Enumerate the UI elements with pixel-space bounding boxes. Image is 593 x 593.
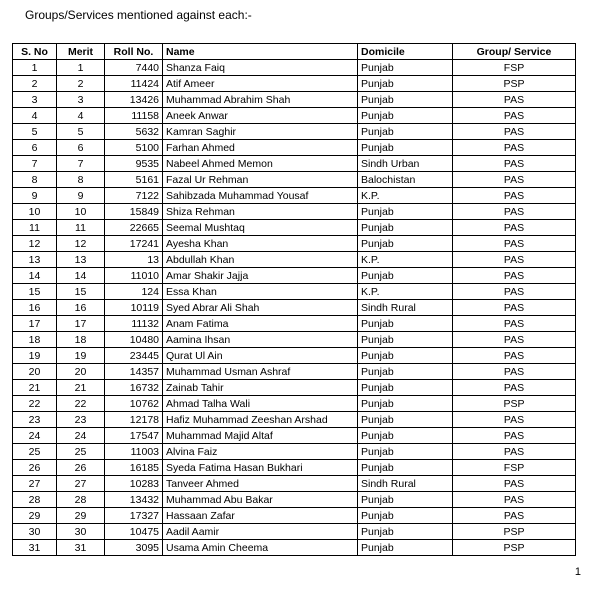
cell-merit: 25	[57, 444, 105, 460]
table-row	[13, 428, 576, 444]
cell-roll-no: 11003	[105, 444, 163, 460]
cell-roll-no: 11158	[105, 108, 163, 124]
page-number: 1	[574, 566, 581, 578]
cell-roll-no: 10762	[105, 396, 163, 412]
cell-domicile: Punjab	[358, 220, 453, 236]
cell-name: Usama Amin Cheema	[163, 540, 358, 556]
cell-domicile: Punjab	[358, 492, 453, 508]
cell-roll-no: 5100	[105, 140, 163, 156]
table-row	[13, 92, 576, 108]
cell-merit: 17	[57, 316, 105, 332]
cell-domicile: Punjab	[358, 444, 453, 460]
cell-s-no: 24	[13, 428, 57, 444]
table-row	[13, 540, 576, 556]
cell-roll-no: 11010	[105, 268, 163, 284]
cell-s-no: 10	[13, 204, 57, 220]
cell-group-service: PAS	[453, 92, 576, 108]
cell-merit: 18	[57, 332, 105, 348]
cell-roll-no: 11132	[105, 316, 163, 332]
cell-roll-no: 11424	[105, 76, 163, 92]
cell-roll-no: 16185	[105, 460, 163, 476]
cell-group-service: PAS	[453, 188, 576, 204]
cell-merit: 29	[57, 508, 105, 524]
cell-group-service: PAS	[453, 428, 576, 444]
cell-domicile: Sindh Rural	[358, 300, 453, 316]
cell-domicile: Punjab	[358, 540, 453, 556]
cell-domicile: Punjab	[358, 364, 453, 380]
cell-roll-no: 10480	[105, 332, 163, 348]
cell-roll-no: 10283	[105, 476, 163, 492]
cell-merit: 28	[57, 492, 105, 508]
cell-name: Ayesha Khan	[163, 236, 358, 252]
cell-group-service: PAS	[453, 172, 576, 188]
table-row	[13, 460, 576, 476]
cell-domicile: Punjab	[358, 412, 453, 428]
cell-s-no: 14	[13, 268, 57, 284]
cell-s-no: 17	[13, 316, 57, 332]
cell-group-service: PSP	[453, 396, 576, 412]
cell-s-no: 22	[13, 396, 57, 412]
cell-name: Farhan Ahmed	[163, 140, 358, 156]
header-roll-no: Roll No.	[105, 44, 163, 60]
cell-name: Ahmad Talha Wali	[163, 396, 358, 412]
cell-name: Zainab Tahir	[163, 380, 358, 396]
cell-name: Muhammad Abrahim Shah	[163, 92, 358, 108]
cell-s-no: 15	[13, 284, 57, 300]
cell-roll-no: 13426	[105, 92, 163, 108]
cell-merit: 27	[57, 476, 105, 492]
table-row	[13, 156, 576, 172]
cell-merit: 11	[57, 220, 105, 236]
cell-name: Aneek Anwar	[163, 108, 358, 124]
cell-domicile: Punjab	[358, 76, 453, 92]
cell-merit: 21	[57, 380, 105, 396]
table-row	[13, 300, 576, 316]
cell-name: Syed Abrar Ali Shah	[163, 300, 358, 316]
table-row	[13, 444, 576, 460]
cell-group-service: PAS	[453, 492, 576, 508]
table-row	[13, 268, 576, 284]
cell-domicile: Punjab	[358, 92, 453, 108]
table-row	[13, 476, 576, 492]
cell-name: Shanza Faiq	[163, 60, 358, 76]
cell-s-no: 3	[13, 92, 57, 108]
cell-domicile: Punjab	[358, 124, 453, 140]
table-row	[13, 60, 576, 76]
cell-merit: 5	[57, 124, 105, 140]
cell-group-service: PAS	[453, 380, 576, 396]
cell-name: Kamran Saghir	[163, 124, 358, 140]
cell-merit: 19	[57, 348, 105, 364]
cell-name: Anam Fatima	[163, 316, 358, 332]
table-row	[13, 108, 576, 124]
cell-roll-no: 7440	[105, 60, 163, 76]
cell-s-no: 21	[13, 380, 57, 396]
cell-group-service: PAS	[453, 284, 576, 300]
cell-s-no: 29	[13, 508, 57, 524]
cell-roll-no: 14357	[105, 364, 163, 380]
cell-roll-no: 12178	[105, 412, 163, 428]
cell-group-service: PAS	[453, 204, 576, 220]
cell-roll-no: 13	[105, 252, 163, 268]
cell-domicile: K.P.	[358, 188, 453, 204]
cell-s-no: 20	[13, 364, 57, 380]
cell-roll-no: 17327	[105, 508, 163, 524]
cell-group-service: PAS	[453, 444, 576, 460]
cell-domicile: Punjab	[358, 268, 453, 284]
table-row	[13, 332, 576, 348]
cell-roll-no: 5632	[105, 124, 163, 140]
cell-s-no: 7	[13, 156, 57, 172]
cell-roll-no: 10475	[105, 524, 163, 540]
cell-roll-no: 13432	[105, 492, 163, 508]
cell-name: Muhammad Usman Ashraf	[163, 364, 358, 380]
cell-domicile: Punjab	[358, 140, 453, 156]
cell-s-no: 18	[13, 332, 57, 348]
cell-s-no: 26	[13, 460, 57, 476]
cell-merit: 9	[57, 188, 105, 204]
cell-group-service: PAS	[453, 476, 576, 492]
cell-name: Aamina Ihsan	[163, 332, 358, 348]
cell-group-service: PAS	[453, 236, 576, 252]
cell-merit: 13	[57, 252, 105, 268]
cell-name: Syeda Fatima Hasan Bukhari	[163, 460, 358, 476]
cell-merit: 12	[57, 236, 105, 252]
cell-name: Shiza Rehman	[163, 204, 358, 220]
cell-s-no: 9	[13, 188, 57, 204]
cell-merit: 22	[57, 396, 105, 412]
cell-merit: 26	[57, 460, 105, 476]
cell-group-service: PAS	[453, 108, 576, 124]
cell-domicile: Punjab	[358, 380, 453, 396]
table-row	[13, 508, 576, 524]
cell-domicile: Punjab	[358, 60, 453, 76]
cell-merit: 10	[57, 204, 105, 220]
cell-s-no: 16	[13, 300, 57, 316]
cell-merit: 3	[57, 92, 105, 108]
cell-merit: 31	[57, 540, 105, 556]
cell-domicile: Punjab	[358, 460, 453, 476]
cell-s-no: 4	[13, 108, 57, 124]
cell-s-no: 12	[13, 236, 57, 252]
table-row	[13, 284, 576, 300]
cell-domicile: Punjab	[358, 396, 453, 412]
cell-domicile: Punjab	[358, 332, 453, 348]
table-row	[13, 204, 576, 220]
table-row	[13, 124, 576, 140]
cell-group-service: PSP	[453, 76, 576, 92]
cell-merit: 16	[57, 300, 105, 316]
table-row	[13, 172, 576, 188]
cell-group-service: PSP	[453, 540, 576, 556]
table-row	[13, 236, 576, 252]
cell-merit: 30	[57, 524, 105, 540]
cell-name: Amar Shakir Jajja	[163, 268, 358, 284]
cell-domicile: Punjab	[358, 428, 453, 444]
cell-roll-no: 17547	[105, 428, 163, 444]
cell-s-no: 2	[13, 76, 57, 92]
table-row	[13, 492, 576, 508]
table-row	[13, 396, 576, 412]
cell-s-no: 1	[13, 60, 57, 76]
cell-roll-no: 17241	[105, 236, 163, 252]
cell-domicile: Punjab	[358, 508, 453, 524]
cell-group-service: PAS	[453, 508, 576, 524]
cell-roll-no: 16732	[105, 380, 163, 396]
cell-name: Sahibzada Muhammad Yousaf	[163, 188, 358, 204]
cell-merit: 8	[57, 172, 105, 188]
header-name: Name	[163, 44, 358, 60]
cell-group-service: PAS	[453, 252, 576, 268]
cell-roll-no: 22665	[105, 220, 163, 236]
cell-merit: 14	[57, 268, 105, 284]
table-row	[13, 76, 576, 92]
cell-group-service: PAS	[453, 124, 576, 140]
cell-domicile: Punjab	[358, 108, 453, 124]
cell-s-no: 23	[13, 412, 57, 428]
cell-merit: 23	[57, 412, 105, 428]
cell-s-no: 19	[13, 348, 57, 364]
cell-name: Abdullah Khan	[163, 252, 358, 268]
cell-group-service: FSP	[453, 60, 576, 76]
cell-name: Atif Ameer	[163, 76, 358, 92]
cell-merit: 7	[57, 156, 105, 172]
header-domicile: Domicile	[358, 44, 453, 60]
cell-merit: 1	[57, 60, 105, 76]
cell-group-service: PAS	[453, 364, 576, 380]
cell-merit: 24	[57, 428, 105, 444]
table-body	[13, 60, 576, 556]
cell-roll-no: 15849	[105, 204, 163, 220]
cell-domicile: Punjab	[358, 524, 453, 540]
results-table	[12, 43, 576, 556]
cell-s-no: 30	[13, 524, 57, 540]
cell-roll-no: 9535	[105, 156, 163, 172]
cell-merit: 20	[57, 364, 105, 380]
cell-s-no: 11	[13, 220, 57, 236]
cell-name: Seemal Mushtaq	[163, 220, 358, 236]
table-header-row	[13, 44, 576, 60]
cell-s-no: 28	[13, 492, 57, 508]
cell-domicile: Punjab	[358, 316, 453, 332]
cell-domicile: Sindh Rural	[358, 476, 453, 492]
cell-name: Hafiz Muhammad Zeeshan Arshad	[163, 412, 358, 428]
cell-roll-no: 5161	[105, 172, 163, 188]
cell-name: Hassaan Zafar	[163, 508, 358, 524]
cell-roll-no: 23445	[105, 348, 163, 364]
cell-group-service: PAS	[453, 140, 576, 156]
cell-name: Tanveer Ahmed	[163, 476, 358, 492]
cell-roll-no: 7122	[105, 188, 163, 204]
cell-s-no: 31	[13, 540, 57, 556]
cell-name: Aadil Aamir	[163, 524, 358, 540]
cell-s-no: 5	[13, 124, 57, 140]
cell-s-no: 8	[13, 172, 57, 188]
document-heading: Groups/Services mentioned against each:-	[25, 8, 252, 22]
cell-group-service: PAS	[453, 300, 576, 316]
cell-group-service: PAS	[453, 316, 576, 332]
cell-s-no: 25	[13, 444, 57, 460]
cell-merit: 6	[57, 140, 105, 156]
table-row	[13, 364, 576, 380]
cell-domicile: Punjab	[358, 348, 453, 364]
cell-group-service: PAS	[453, 332, 576, 348]
cell-merit: 4	[57, 108, 105, 124]
cell-name: Muhammad Abu Bakar	[163, 492, 358, 508]
table-row	[13, 524, 576, 540]
table-row	[13, 316, 576, 332]
cell-group-service: PSP	[453, 524, 576, 540]
cell-group-service: PAS	[453, 412, 576, 428]
table-row	[13, 380, 576, 396]
cell-domicile: Punjab	[358, 236, 453, 252]
table-row	[13, 412, 576, 428]
header-merit: Merit	[57, 44, 105, 60]
cell-name: Muhammad Majid Altaf	[163, 428, 358, 444]
cell-s-no: 13	[13, 252, 57, 268]
table-row	[13, 252, 576, 268]
cell-group-service: PAS	[453, 220, 576, 236]
cell-name: Fazal Ur Rehman	[163, 172, 358, 188]
cell-domicile: Balochistan	[358, 172, 453, 188]
cell-roll-no: 3095	[105, 540, 163, 556]
table-row	[13, 140, 576, 156]
table-row	[13, 188, 576, 204]
cell-group-service: PAS	[453, 268, 576, 284]
cell-name: Qurat Ul Ain	[163, 348, 358, 364]
header-s-no: S. No	[13, 44, 57, 60]
cell-roll-no: 124	[105, 284, 163, 300]
cell-domicile: K.P.	[358, 252, 453, 268]
cell-s-no: 6	[13, 140, 57, 156]
cell-domicile: K.P.	[358, 284, 453, 300]
header-group-service: Group/ Service	[453, 44, 576, 60]
cell-group-service: PAS	[453, 156, 576, 172]
cell-domicile: Punjab	[358, 204, 453, 220]
cell-group-service: FSP	[453, 460, 576, 476]
cell-roll-no: 10119	[105, 300, 163, 316]
table-row	[13, 348, 576, 364]
cell-domicile: Sindh Urban	[358, 156, 453, 172]
cell-name: Nabeel Ahmed Memon	[163, 156, 358, 172]
cell-name: Essa Khan	[163, 284, 358, 300]
table-row	[13, 220, 576, 236]
cell-group-service: PAS	[453, 348, 576, 364]
cell-name: Alvina Faiz	[163, 444, 358, 460]
cell-merit: 15	[57, 284, 105, 300]
cell-s-no: 27	[13, 476, 57, 492]
cell-merit: 2	[57, 76, 105, 92]
